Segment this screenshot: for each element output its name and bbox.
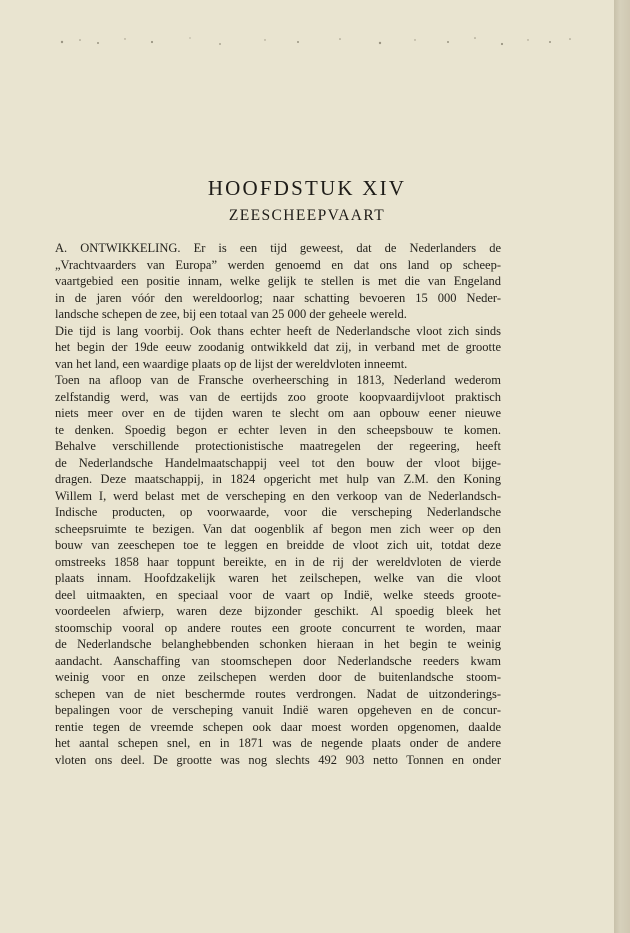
text-line: bepalingen voor de verscheping vanuit Indië waren opgeheven en de concur- <box>55 703 501 717</box>
text-line: vloten ons deel. De grootte was nog slechts 492 903 netto Tonnen en onder <box>55 752 501 767</box>
text-line: Willem I, werd belast met de verscheping en den verkoop van de Nederlandsch- <box>55 488 501 503</box>
text-line: van het land, een waardige plaats op de lijst der wereldvloten inneemt. <box>55 356 408 371</box>
text-line: plaats innam. Hoofdzakelijk waren het zeilschepen, welke van die vloot <box>55 571 501 585</box>
text-line: dragen. Deze maatschappij, in 1824 opgericht met hulp van Z.M. den Koning <box>55 472 501 486</box>
text-line: de Nederlandsche belanghebbenden schonken hieraan in het begin te weinig <box>55 637 501 651</box>
text-line: niets meer over en de tijden waren te slecht om aan opbouw eener nieuwe <box>55 406 501 420</box>
text-line: deel uitmaakten, en speciaal voor de vaart op Indië, welke steeds groote- <box>55 587 501 602</box>
text-line: Behalve verschillende protectionistische maatregelen der regeering, heeft <box>55 439 501 453</box>
text-line: het aantal schepen snel, en in 1871 was de negende plaats onder de andere <box>55 736 501 750</box>
text-line: de Nederlandsche Handelmaatschappij veel tot den bouw der vloot bijge- <box>55 455 501 470</box>
text-line: schepen van de niet beschermde routes verdrongen. Nadat de uitzonderings- <box>55 686 501 701</box>
body-text <box>55 240 501 768</box>
text-line: zelfstandig werd, was van de eertijds zoo groote koopvaardijvloot praktisch <box>55 389 501 404</box>
page-edge <box>614 0 630 933</box>
text-line: te denken. Spoedig begon er echter leven in den scheepsbouw te komen. <box>55 422 501 437</box>
text-line: Indische producten, op voorwaarde, voor die verscheping Nederlandsche <box>55 505 501 519</box>
text-line: in de jaren vóór den wereldoorlog; naar schatting bevoeren 15 000 Neder- <box>55 290 501 305</box>
text-line: landsche schepen de zee, bij een totaal van 25 000 der geheele wereld. <box>55 307 407 321</box>
chapter-title: HOOFDSTUK XIV <box>207 176 407 200</box>
text-line: A. ONTWIKKELING. Er is een tijd geweest, dat de Nederlanders de <box>55 241 501 255</box>
text-line: voordeelen afwierp, waren deze bijzonder geschikt. Al spoedig bleek het <box>55 604 501 618</box>
text-line: scheepsruimte te bezigen. Van dat oogenblik af begon men zich weer op den <box>55 521 501 536</box>
text-line: vaartgebied een positie innam, welke gelijk te stellen is met die van Engeland <box>55 274 501 288</box>
text-line: Toen na afloop van de Fransche overheersching in 1813, Nederland wederom <box>55 373 501 387</box>
text-line: aandacht. Aanschaffing van stoomschepen door Nederlandsche reeders kwam <box>55 653 501 668</box>
text-line: het begin der 19de eeuw zoodanig ontwikkeld dat zij, in verband met de grootte <box>55 340 501 354</box>
text-line: Die tijd is lang voorbij. Ook thans echter heeft de Nederlandsche vloot zich sinds <box>55 323 501 338</box>
text-line: rentie tegen de vreemde schepen ook daar moest worden opgenomen, daalde <box>55 719 501 734</box>
text-line: stoomschip vooral op andere routes een groote concurrent te worden, maar <box>55 620 501 635</box>
text-line: „Vrachtvaarders van Europa” werden genoemd en dat ons land op scheep- <box>55 257 501 272</box>
section-title: ZEESCHEEPVAART <box>228 207 386 224</box>
paper-speckle-decoration <box>50 30 580 50</box>
text-line: omstreeks 1858 haar toppunt bereikte, en in de rij der wereldvloten de vierde <box>55 554 501 569</box>
text-line: bouw van zeeschepen toe te leggen en breidde de vloot zich uit, totdat deze <box>55 538 501 552</box>
text-line: weinig voor en onze zeilschepen werden door de buitenlandsche stoom- <box>55 670 501 684</box>
